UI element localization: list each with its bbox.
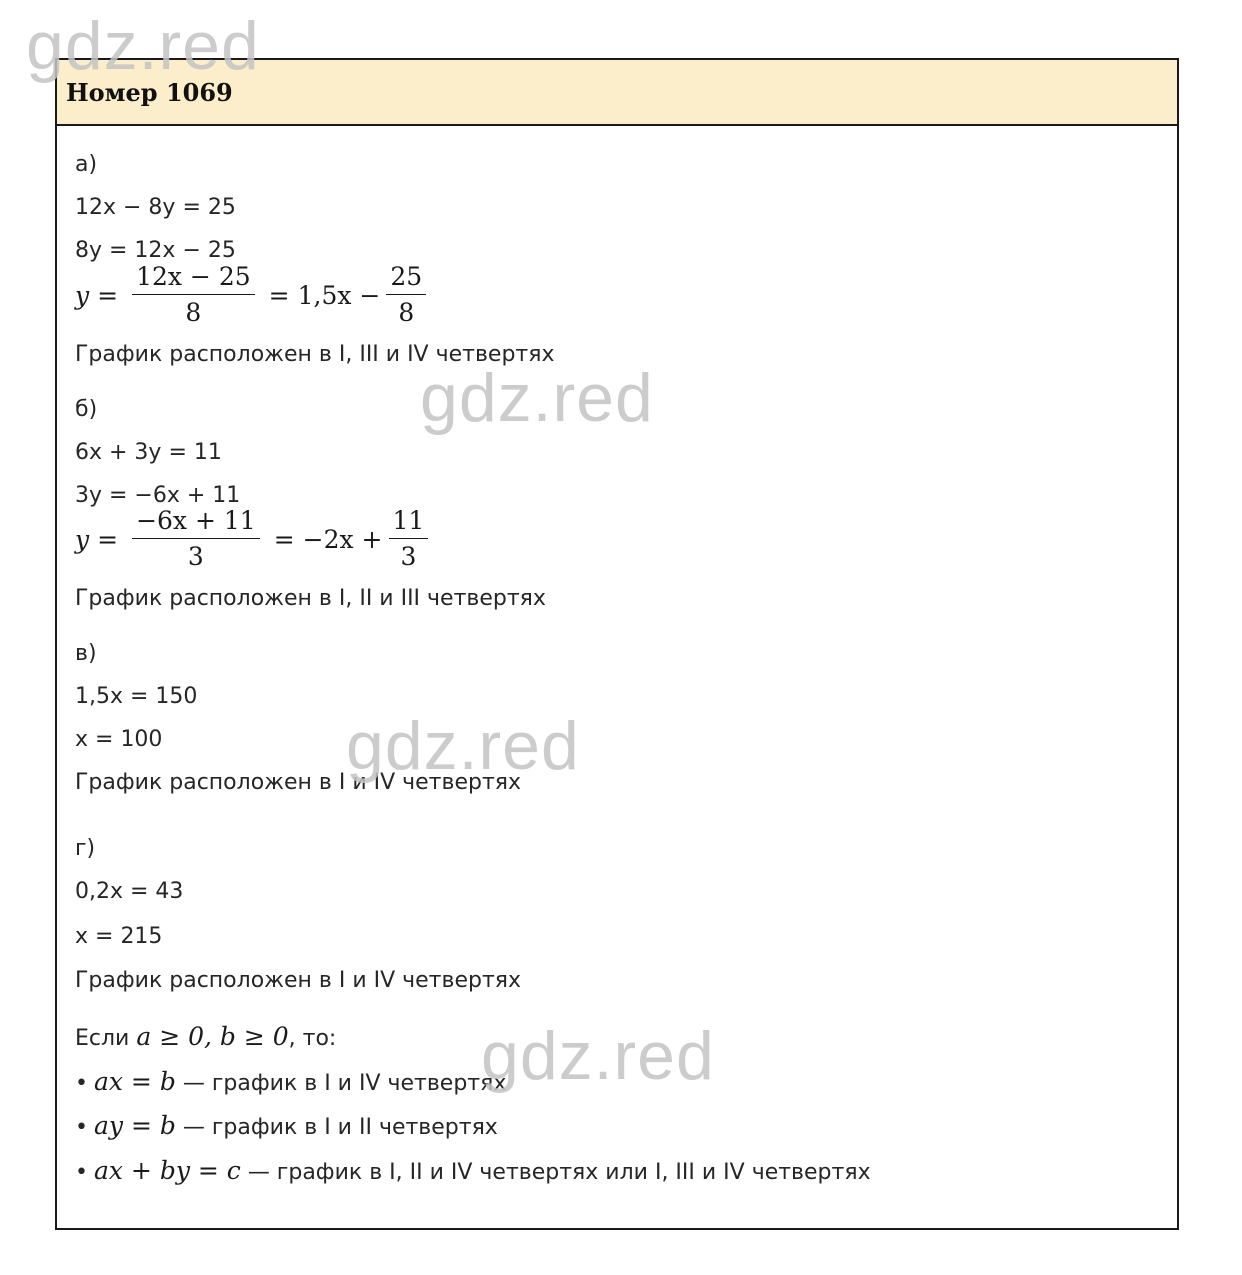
part-c-result: График расположен в I и IV четвертях xyxy=(75,770,522,795)
formula-middle: 1,5x − xyxy=(297,280,381,310)
summary-rule xyxy=(75,1069,506,1095)
solution-card xyxy=(55,58,1179,1230)
watermark: gdz.red xyxy=(481,1018,715,1094)
bullet: • xyxy=(75,1160,88,1185)
rule-text: — график в I и II четвертях xyxy=(182,1115,498,1140)
fraction-denominator: 8 xyxy=(398,298,415,328)
watermark: gdz.red xyxy=(420,360,654,436)
part-d-equation-1: 0,2x = 43 xyxy=(75,879,184,904)
part-a-label: а) xyxy=(75,152,98,177)
rule-equation: ax + by = c xyxy=(93,1156,241,1185)
rule-text: — график в I и IV четвертях xyxy=(182,1071,507,1096)
fraction-denominator: 8 xyxy=(185,298,202,328)
equals-sign: = xyxy=(97,524,119,554)
fraction xyxy=(389,508,429,571)
part-a-formula xyxy=(75,264,432,327)
formula-variable: y xyxy=(75,524,90,554)
fraction xyxy=(132,508,260,571)
part-d-label: г) xyxy=(75,836,96,861)
part-a-equation-2: 8y = 12x − 25 xyxy=(75,238,236,263)
part-c-equation-1: 1,5x = 150 xyxy=(75,684,198,709)
fraction xyxy=(132,264,255,327)
part-b-equation-2: 3y = −6x + 11 xyxy=(75,483,241,508)
part-d-equation-2: x = 215 xyxy=(75,924,163,949)
formula-middle: −2x + xyxy=(302,524,383,554)
summary-intro-condition: a ≥ 0, b ≥ 0 xyxy=(136,1022,289,1051)
equals-sign: = xyxy=(273,524,295,554)
part-b-label: б) xyxy=(75,397,98,422)
part-b-equation-1: 6x + 3y = 11 xyxy=(75,440,222,465)
part-c-label: в) xyxy=(75,641,97,666)
fraction-numerator: 11 xyxy=(389,508,429,539)
part-a-result: График расположен в I, III и IV четвертях xyxy=(75,342,555,367)
page-title: Номер 1069 xyxy=(66,77,233,107)
fraction-numerator: −6x + 11 xyxy=(132,508,260,539)
part-c-equation-2: x = 100 xyxy=(75,727,163,752)
fraction xyxy=(386,264,426,327)
equals-sign: = xyxy=(97,280,119,310)
fraction-denominator: 3 xyxy=(400,542,417,572)
part-a-equation-1: 12x − 8y = 25 xyxy=(75,195,236,220)
equals-sign: = xyxy=(268,280,290,310)
watermark: gdz.red xyxy=(26,8,260,84)
summary-rule xyxy=(75,1113,498,1139)
part-b-formula xyxy=(75,508,434,571)
part-d-result: График расположен в I и IV четвертях xyxy=(75,968,522,993)
bullet: • xyxy=(75,1115,88,1140)
summary-rule xyxy=(75,1158,871,1184)
summary-intro-prefix: Если xyxy=(75,1026,130,1051)
fraction-denominator: 3 xyxy=(187,542,204,572)
part-b-result: График расположен в I, II и III четвертях xyxy=(75,586,546,611)
rule-text: — график в I, II и IV четвертях или I, III и IV четвертях xyxy=(247,1160,871,1185)
card-header xyxy=(57,60,1177,126)
formula-variable: y xyxy=(75,280,90,310)
rule-equation: ax = b xyxy=(93,1067,176,1096)
watermark: gdz.red xyxy=(346,708,580,784)
fraction-numerator: 25 xyxy=(386,264,426,295)
summary-intro-suffix: , то: xyxy=(288,1026,337,1051)
fraction-numerator: 12x − 25 xyxy=(132,264,255,295)
rule-equation: ay = b xyxy=(93,1111,176,1140)
bullet: • xyxy=(75,1071,88,1096)
summary-intro xyxy=(75,1024,336,1050)
